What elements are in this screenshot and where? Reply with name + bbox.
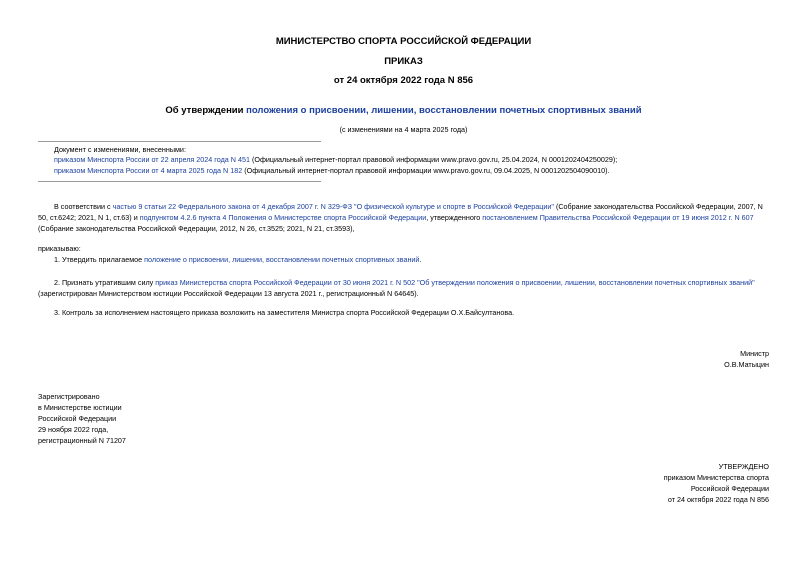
registration-block: Зарегистрировано в Министерстве юстиции Российской Федерации 29 ноября 2022 года, регистрационный N 71207 [38,392,126,445]
change-item-2-text: (Официальный интернет-портал правовой информации www.pravo.gov.ru, 09.04.2025, N 0001202504090010). [242,166,610,175]
law-link[interactable]: частью 9 статьи 22 Федерального закона от 4 декабря 2007 г. N 329-ФЗ "О физической культуре и спорте в Российской Федерации" [112,202,554,211]
approved-block: УТВЕРЖДЕНО приказом Министерства спорта Российской Федерации от 24 октября 2022 года N 856 [663,462,769,504]
change-item-1 [54,154,617,165]
point-1: 1. Утвердить прилагаемое положение о присвоении, лишении, восстановлении почетных спортивных званий. [54,255,422,264]
document-title [0,105,807,116]
change-item-1-text: (Официальный интернет-портал правовой информации www.pravo.gov.ru, 25.04.2024, N 0001202404250029); [249,155,618,164]
preamble-paragraph: В соответствии с частью 9 статьи 22 Федерального закона от 4 декабря 2007 г. N 329-ФЗ "О физической культуре и спорте в Российской Федерации" (Собрание законодательства Российской Федерации, 2007, N 50, ст.6242; 2021, N 1, ст.63) и подпунктом 4.2.6 пункта 4 Положения о Министерстве спорта Российской Федерации, утвержденного постановлением Правительства Российской Федерации от 19 июня 2012 г. N 607 (Собрание законодательства Российской Федерации, 2012, N 26, ст.3525; 2021, N 21, ст.3593), [38,202,763,233]
doc-type-heading: ПРИКАЗ [384,56,423,67]
change-item-2-link[interactable]: приказом Минспорта России от 4 марта 2025 года N 182 [54,166,243,175]
date-number-heading: от 24 октября 2022 года N 856 [333,75,474,86]
point-2: 2. Признать утратившим силу приказ Министерства спорта Российской Федерации от 30 июня 2021 г. N 502 "Об утверждении положения о присвоении, лишении, восстановлении почетных спортивных званий" (зарегистрирован Министерством юстиции Российской Федерации 13 августа 2021 г., регистрационный N 64645). [38,278,755,298]
point-2-link[interactable]: приказ Министерства спорта Российской Федерации от 30 июня 2021 г. N 502 "Об утверждении положения о присвоении, лишении, восстановлении почетных спортивных званий" [155,278,755,287]
title-link[interactable]: положения о присвоении, лишении, восстановлении почетных спортивных званий [246,105,642,116]
point-3: 3. Контроль за исполнением настоящего приказа возложить на заместителя Министра спорта Российской Федерации О.Х.Байсултанова. [54,308,515,317]
signature-name: О.В.Матыцин [724,360,769,369]
point-1-link[interactable]: положение о присвоении, лишении, восстановлении почетных спортивных званий [144,255,420,264]
order-word: приказываю: [38,244,81,253]
divider-bottom [38,181,321,182]
change-item-2 [54,165,610,176]
amendments-note: (с изменениями на 4 марта 2025 года) [339,125,468,134]
regulation-link[interactable]: подпунктом 4.2.6 пункта 4 Положения о Министерстве спорта Российской Федерации [139,213,427,222]
changes-intro: Документ с изменениями, внесенными: [54,145,186,154]
change-item-1-link[interactable]: приказом Минспорта России от 22 апреля 2024 года N 451 [54,155,250,164]
signature-block [724,348,769,370]
resolution-link[interactable]: постановлением Правительства Российской Федерации от 19 июня 2012 г. N 607 [482,213,754,222]
divider-top [38,141,321,142]
ministry-heading: МИНИСТЕРСТВО СПОРТА РОССИЙСКОЙ ФЕДЕРАЦИИ [275,36,532,47]
title-prefix: Об утверждении [165,105,247,116]
signature-title: Министр [740,349,769,358]
